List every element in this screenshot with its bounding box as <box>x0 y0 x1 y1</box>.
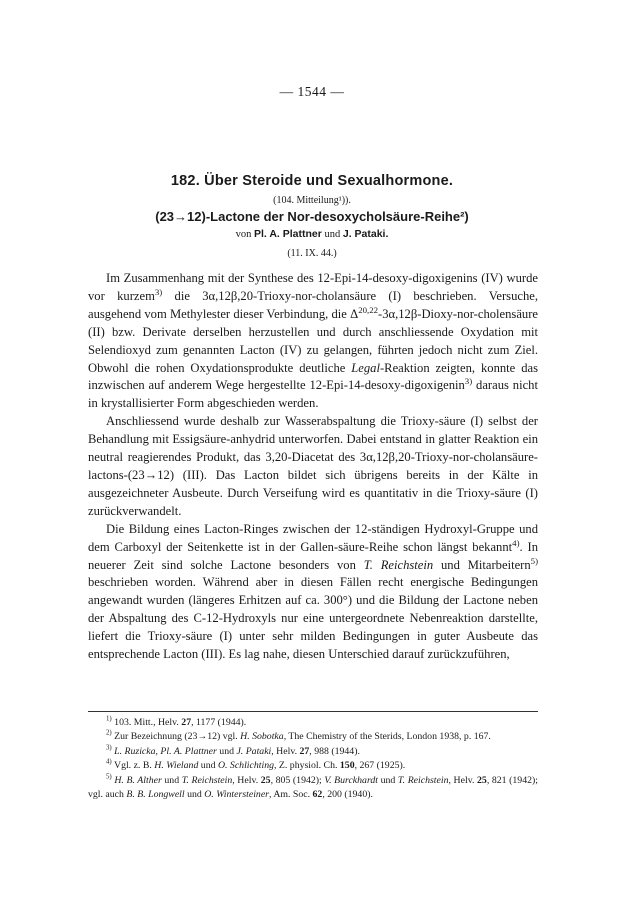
body-paragraph <box>88 521 538 664</box>
text-run: , 1177 (1944). <box>191 717 247 728</box>
text-run: O. Schlichting <box>217 760 275 772</box>
text-run: , Helv. <box>271 745 300 757</box>
text-run: , 988 (1944). <box>309 745 360 757</box>
communication-number: (104. Mitteilung¹)). <box>273 195 351 206</box>
footnote-reference: 4) <box>106 758 112 766</box>
footnote-reference: 5) <box>530 555 538 566</box>
text-run: Zur Bezeichnung (23→12) vgl. <box>111 731 241 743</box>
footnote-reference: 2) <box>106 730 112 738</box>
text-run: . In neuerer Zeit sind solche Lactone besonders von <box>88 539 538 572</box>
text-run: und <box>184 789 205 801</box>
text-run: Im Zusammenhang mit der Synthese des 12-Epi-14-desoxy-digoxigenins (IV) wurde vor kurzem <box>88 271 538 303</box>
footnote-reference: 5) <box>106 773 112 781</box>
text-run: 62 <box>312 789 323 801</box>
footnote-reference: 1) <box>106 715 112 723</box>
text-run: H. B. Alther <box>114 774 162 786</box>
text-run: -Reaktion zeigten, konnte das inzwischen auf anderem Wege hergestellte 12-Epi-14-desoxy-digoxigenin <box>88 360 538 393</box>
author-name: Pl. A. Plattner <box>253 228 322 240</box>
text-run: , Z. physiol. Ch. <box>274 760 340 772</box>
text-run: 25 <box>477 774 487 786</box>
text-run: , Helv. <box>232 774 261 786</box>
text-run: L. Ruzicka, Pl. A. Plattner <box>114 745 217 757</box>
article-body <box>88 270 538 664</box>
text-run: die 3α,12β,20-Trioxy-nor-cholansäure (I) beschrieben. Versuche, ausgehend vom Methylester dieser Verbindung, die Δ <box>88 288 539 321</box>
text-run: und Mitarbeitern <box>433 557 531 572</box>
footnote <box>88 774 538 803</box>
text-run: , 821 (1942); vgl. auch <box>88 774 538 801</box>
text-run: , Am. Soc. <box>268 789 313 801</box>
text-run: 27 <box>299 745 310 757</box>
text-run: und <box>216 745 237 757</box>
body-paragraph <box>88 270 538 413</box>
footnote <box>88 716 538 730</box>
page-number: — 1544 — <box>279 84 345 99</box>
footnote <box>88 730 538 744</box>
text-run: J. Pataki <box>236 745 272 757</box>
received-date: (11. IX. 44.) <box>287 248 337 259</box>
text-run: , The Chemistry of the Sterids, London 1938, p. 167. <box>283 731 491 743</box>
text-run: und <box>378 774 398 786</box>
authors-prefix: von <box>235 229 252 240</box>
body-paragraph <box>88 413 538 520</box>
article-subtitle: (23→12)-Lactone der Nor-desoxycholsäure-Reihe²) <box>155 209 469 224</box>
author-name: J. Pataki. <box>342 228 389 240</box>
text-run: T. Reichstein <box>181 774 233 786</box>
text-run: , Helv. <box>448 774 478 786</box>
article-title: 182. Über Steroide und Sexualhormone. <box>170 173 454 189</box>
text-run: und <box>161 774 182 786</box>
footnote-reference: 3) <box>106 744 112 752</box>
footnote <box>88 745 538 759</box>
text-run: V. Burckhardt <box>324 774 379 786</box>
text-run: -3α,12β-Dioxy-nor-cholensäure (II) bzw. Derivate derselben herzustellen und durch anschliessende Oxydation mit Selendioxyd zum genannten Lacton (IV) zu gelangen, führten jedoch nicht zum Ziel. Obwohl die rohen Oxydationsprodukte deutliche <box>88 306 538 375</box>
text-run: O. Wintersteiner <box>204 789 269 801</box>
text-run: daraus nicht in krystallisierter Form abgeschieden werden. <box>88 378 538 411</box>
text-run: , 805 (1942); <box>270 774 325 786</box>
text-run: H. Sobotka <box>240 731 284 743</box>
text-run: Die Bildung eines Lacton-Ringes zwischen der 12-ständigen Hydroxyl-Gruppe und dem Carboxyl der Seitenkette ist in der Gallen-säure-Reihe schon längst bekannt <box>88 521 538 554</box>
footnote-reference: 20,22 <box>358 304 379 315</box>
footnotes <box>88 716 538 802</box>
text-run: , 200 (1940). <box>322 789 373 801</box>
text-run: Anschliessend wurde deshalb zur Wasserabspaltung die Trioxy-säure (I) selbst der Behandlung mit Essigsäure-anhydrid unterworfen. Dabei entstand in glatter Reaktion ein neutral reagierendes Produkt, das 3,20-Diacetat des 3α,12β,20-Trioxy-nor-cholansäure-lactons-(23→12) (III). Das Lacton bildet sich übrigens bereits in der Kälte in ausgezeichneter Ausbeute. Durch Verseifung wird es quantitativ in die Trioxy-säure (I) zurückverwandelt. <box>88 414 538 518</box>
text-run: T. Reichstein <box>363 557 434 572</box>
text-run: 103. Mitt., Helv. <box>111 717 182 728</box>
author-line <box>0 228 624 240</box>
text-run: , 267 (1925). <box>354 760 406 772</box>
text-run: 150 <box>339 760 355 772</box>
text-run: T. Reichstein <box>397 774 449 786</box>
text-run: beschrieben worden. Während aber in diesen Fällen recht energische Bedingungen angewandt wurden (längeres Erhitzen auf ca. 300°) und die Bildung der Lactone neben der Abspaltung des C-12-Hydroxyls nur eine untergeordnete Nebenreaktion darstellte, liefert die Trioxy-säure (I) unter sehr milden Bedingungen in guter Ausbeute das entsprechende Lacton (III). Es lag nahe, diesen Unterschied darauf zurückzuführen, <box>88 575 538 662</box>
footnote-divider <box>88 711 538 712</box>
text-run: 27 <box>181 717 192 728</box>
footnote-reference: 3) <box>154 286 163 297</box>
text-run: Legal <box>351 360 380 375</box>
text-run: B. B. Longwell <box>126 789 185 801</box>
text-run: H. Wieland <box>154 760 199 772</box>
authors-conjunction: und <box>324 229 341 240</box>
footnote <box>88 759 538 773</box>
footnote-reference: 4) <box>512 537 520 548</box>
text-run: und <box>198 760 218 772</box>
text-run: 25 <box>260 774 271 786</box>
footnote-reference: 3) <box>464 376 473 387</box>
text-run: Vgl. z. B. <box>111 760 155 772</box>
